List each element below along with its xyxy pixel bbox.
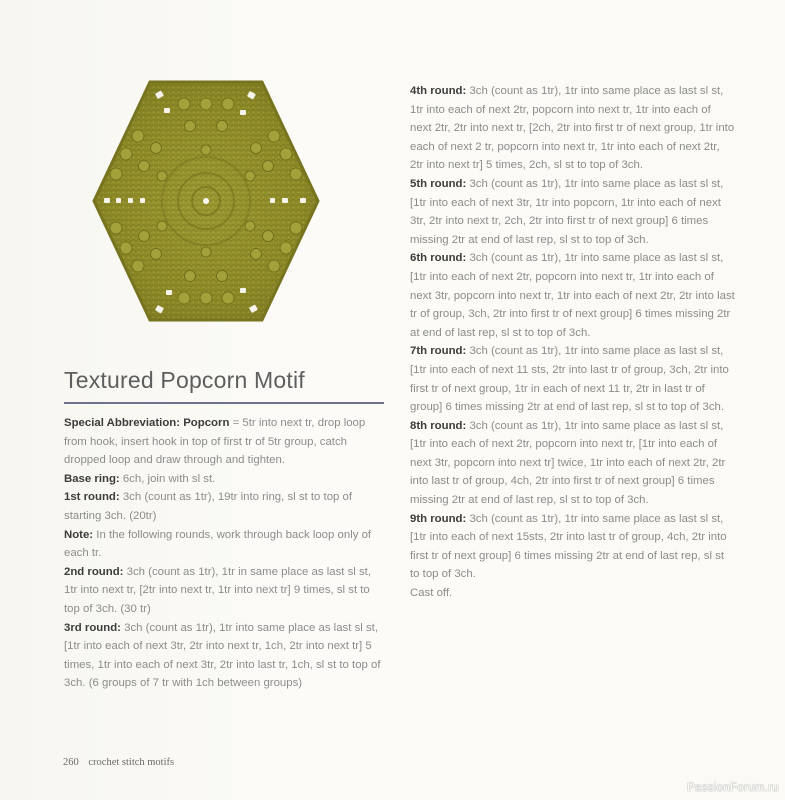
title-divider	[64, 402, 384, 404]
page-footer	[63, 757, 174, 768]
motif-photo	[86, 74, 326, 328]
instructions-left-column	[64, 414, 386, 693]
paragraph-label: 3rd round:	[64, 621, 121, 634]
round-9-paragraph	[410, 510, 735, 584]
paragraph-text: 3ch (count as 1tr), 1tr into same place as last sl st, [1tr into each of next 15sts, 2tr into last tr of group, 4ch, 2tr into first tr of next group] 6 times missing 2tr at end of last rep, sl st to top of 3ch.	[410, 512, 727, 581]
paragraph-label: 7th round:	[410, 345, 467, 358]
paragraph-label: Base ring:	[64, 472, 120, 485]
round-4-paragraph	[410, 82, 735, 175]
special-abbreviation-paragraph	[64, 414, 386, 470]
paragraph-text: Cast off.	[410, 587, 453, 600]
paragraph-label: 1st round:	[64, 491, 120, 504]
paragraph-text: 3ch (count as 1tr), 1tr into same place as last sl st, [1tr into each of next 2tr, popcorn into next tr, [1tr into each of next 3tr, popcorn into next tr] twice, 1tr into each of next 2tr, 2tr into last tr of group, 4ch, 2tr into first tr of next group] 6 times missing 2tr at end of last rep, sl st to top of 3ch.	[410, 419, 726, 507]
round-8-paragraph	[410, 417, 735, 510]
paragraph-text: In the following rounds, work through back loop only of each tr.	[64, 528, 372, 560]
watermark: PassionForum.ru	[686, 782, 779, 794]
round-1-paragraph	[64, 488, 386, 525]
paragraph-text: 3ch (count as 1tr), 1tr into same place as last sl st, 1tr into each of next 2tr, popcorn into next tr, 1tr into each of next 2tr, 2tr into next tr, [2ch, 2tr into first tr of next group, 1tr into each of next 2 tr, popcorn into next tr, 1tr into each of next 2tr, 2tr into next tr] 5 times, 2ch, sl st to top of 3ch.	[410, 85, 735, 172]
paragraph-text: 3ch (count as 1tr), 1tr into same place as last sl st, [1tr into each of next 3tr, 1tr into popcorn, 1tr into each of next 3tr, 2tr into next tr, 2ch, 2tr into first tr of next group] 6 times missing 2tr at end of last rep, sl st to top of 3ch.	[410, 177, 724, 246]
round-6-paragraph	[410, 249, 735, 342]
paragraph-label: 8th round:	[410, 419, 467, 432]
round-7-paragraph	[410, 342, 735, 416]
page-number: 260	[63, 757, 79, 768]
paragraph-text: 3ch (count as 1tr), 19tr into ring, sl st to top of starting 3ch. (20tr)	[64, 491, 353, 522]
paragraph-text: 3ch (count as 1tr), 1tr in same place as last sl st, 1tr into next tr, [2tr into next tr, 1tr into next tr] 9 times, sl st to top of 3ch. (30 tr)	[64, 565, 372, 615]
round-5-paragraph	[410, 175, 735, 249]
paragraph-text: 3ch (count as 1tr), 1tr into same place as last sl st, [1tr into each of next 3tr, 2tr into next tr, 1ch, 2tr into next tr] 5 times, 1tr into each of next 3tr, 2tr into last tr, 1ch, sl st to top of 3ch. (6 groups of 7 tr with 1ch between groups)	[64, 621, 381, 690]
pattern-title: Textured Popcorn Motif	[64, 367, 305, 393]
paragraph-label: Special Abbreviation: Popcorn	[64, 417, 230, 429]
round-3-paragraph	[64, 619, 386, 693]
cast-off-paragraph	[410, 584, 735, 603]
paragraph-label: Note:	[64, 528, 94, 541]
section-title: crochet stitch motifs	[88, 757, 175, 768]
paragraph-text: = 5tr into next tr, drop loop from hook, insert hook in top of first tr of 5tr group, catch dropped loop and draw through and tighten.	[64, 417, 366, 467]
paragraph-label: 6th round:	[410, 252, 467, 265]
note-paragraph	[64, 526, 386, 563]
crochet-hexagon-image	[86, 74, 326, 328]
paragraph-label: 4th round:	[410, 85, 467, 97]
paragraph-text: 3ch (count as 1tr), 1tr into same place as last sl st, [1tr into each of next 11 sts, 2tr into last tr of group, 3ch, 2tr into first tr of next group, 1tr in each of next 11 tr, 2tr in last tr of group] 6 times missing 2tr at end of last rep, sl st to top of 3ch.	[410, 345, 729, 414]
paragraph-label: 2nd round:	[64, 565, 124, 578]
paragraph-text: 3ch (count as 1tr), 1tr into same place as last sl st, [1tr into each of next 2tr, popcorn into next tr, 1tr into each of next 3tr, popcorn into next tr, 1tr into each of next 2tr, 2tr into last tr of group, 3ch, 2tr into first tr of next group] 6 times missing 2tr at end of last rep, sl st to top of 3ch.	[410, 252, 735, 339]
instructions-right-column	[410, 82, 735, 603]
round-2-paragraph	[64, 563, 386, 619]
paragraph-label: 5th round:	[410, 177, 467, 190]
paragraph-text: 6ch, join with sl st.	[119, 472, 216, 485]
paragraph-label: 9th round:	[410, 512, 467, 525]
base-ring-paragraph	[64, 470, 386, 489]
